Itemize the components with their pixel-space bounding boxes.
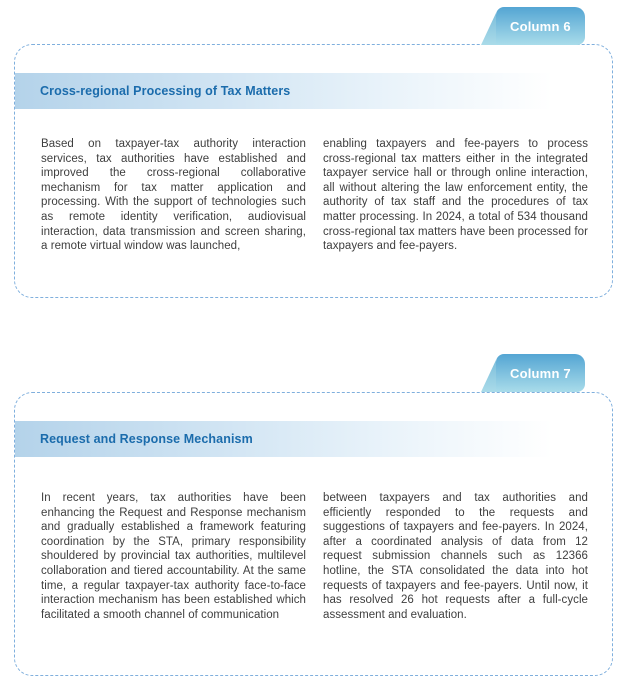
- column-6-tab-label: Column 6: [510, 18, 571, 34]
- column-6-header-bar: [15, 73, 612, 109]
- column-7-text-left: In recent years, tax authorities have been enhancing the Request and Response mechanism and gradually established a framework featuring coordination by the STA, primary responsibility shouldered by provincial tax authorities, multilevel collaboration and tiered accountability. At the same time, a regular taxpayer-tax authority face-to-face interaction mechanism has been established which facilitated a smooth channel of communication: [41, 492, 306, 621]
- column-7-title: Request and Response Mechanism: [40, 432, 253, 446]
- column-6-text-right: enabling taxpayers and fee-payers to process cross-regional tax matters either in the integrated taxpayer service hall or through online interaction, all without altering the law enforcement entity, the authority of tax staff and the procedures of tax matter processing. In 2024, a total of 534 thousand cross-regional tax matters have been processed for taxpayers and fee-payers.: [323, 138, 588, 253]
- column-7-panel: [14, 392, 613, 676]
- column-7-tab: [481, 354, 585, 392]
- column-7-tab-body: [496, 354, 585, 392]
- column-7-header-bar: [15, 421, 612, 457]
- column-6-body: [15, 109, 612, 254]
- column-7-text-right: between taxpayers and tax authorities and efficiently responded to the requests and suggestions of taxpayers and fee-payers. In 2024, after a coordinated analysis of data from 12 request submission channels such as 12366 hotline, the STA consolidated the data into hot requests of taxpayers and fee-payers. Until now, it has resolved 26 hot requests after a full-cycle assessment and evaluation.: [323, 492, 588, 621]
- column-6-panel: [14, 44, 613, 298]
- tab-fold-decoration: [481, 360, 496, 392]
- column-6-text-left: Based on taxpayer-tax authority interaction services, tax authorities have established and improved the cross-regional collaborative mechanism for tax matter application and processing. With the support of technologies such as remote identity verification, audiovisual interaction, data transmission and screen sharing, a remote virtual window was launched,: [41, 138, 306, 253]
- column-6-tab: [481, 7, 585, 45]
- tab-fold-decoration: [481, 13, 496, 45]
- column-7-tab-label: Column 7: [510, 365, 571, 381]
- column-6-tab-body: [496, 7, 585, 45]
- column-7-body: [15, 457, 612, 622]
- column-6-title: Cross-regional Processing of Tax Matters: [40, 84, 291, 98]
